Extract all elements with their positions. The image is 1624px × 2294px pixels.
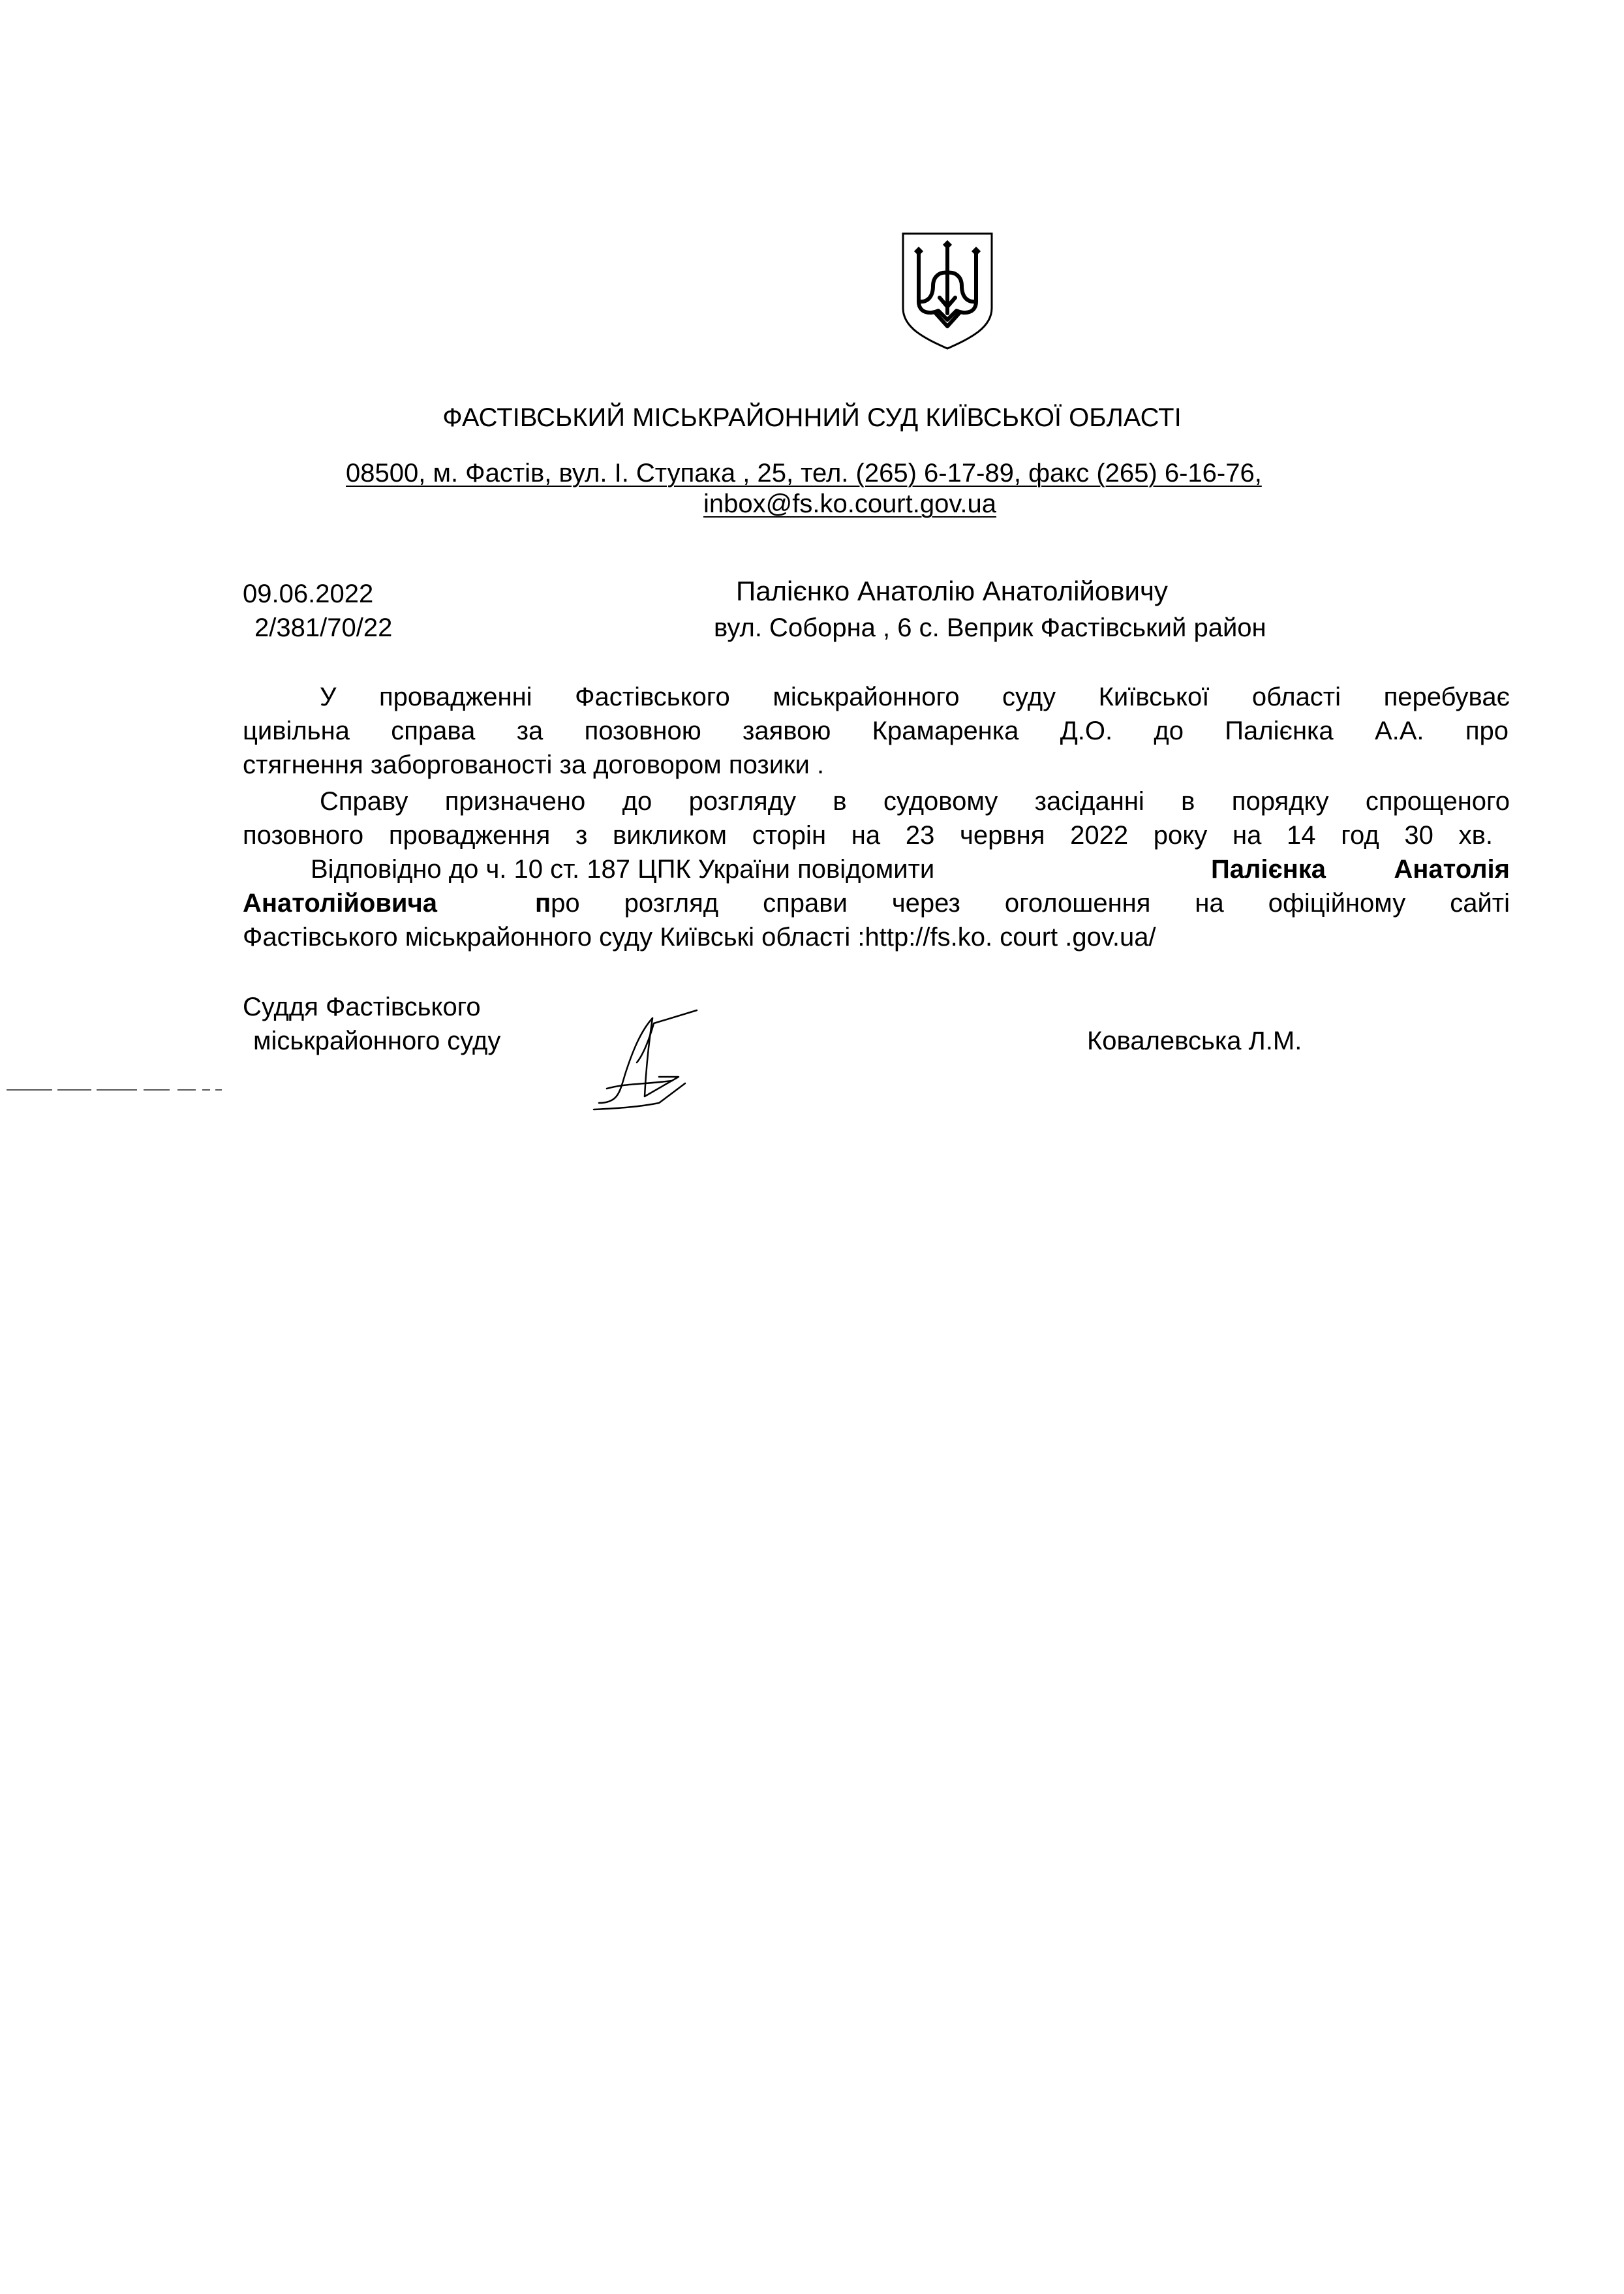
recipient-address: вул. Соборна , 6 с. Веприк Фастівський район — [714, 613, 1266, 642]
ukraine-trident-icon — [899, 230, 996, 351]
handwritten-signature — [581, 1005, 718, 1116]
paragraph-1-line-2: цивільна справа за позовною заявою Крамаренка Д.О. до Палієнка А.А. про — [243, 717, 1509, 745]
reference-number: 2/381/70/22 — [254, 613, 393, 642]
judge-title-line-2: міськрайонного суду — [253, 1027, 501, 1055]
paragraph-3-bold-letter: п — [535, 889, 551, 918]
paragraph-3-line-1: Відповідно до ч. 10 ст. 187 ЦПК України повідомити — [311, 855, 935, 884]
document-date: 09.06.2022 — [243, 580, 374, 608]
scan-artifact-line — [7, 1087, 222, 1093]
paragraph-2-line-2: позовного провадження з викликом сторін на 23 червня 2022 року на 14 год 30 хв. — [243, 821, 1493, 850]
paragraph-1-line-3: стягнення заборгованості за договором позики . — [243, 751, 825, 779]
judge-name: Ковалевська Л.М. — [1087, 1027, 1302, 1055]
court-email: inbox@fs.ko.court.gov.ua — [703, 489, 996, 518]
paragraph-1-line-1: У провадженні Фастівського міськрайонного суду Київської області перебуває — [320, 683, 1510, 711]
paragraph-3-line-2-text: ро розгляд справи через оголошення на офіційному сайті — [551, 889, 1510, 918]
court-address-line1: 08500, м. Фастів, вул. І. Ступака , 25, тел. (265) 6-17-89, факс (265) 6-16-76, — [346, 459, 1262, 488]
defendant-name-part-1: Палієнка Анатолія — [1211, 855, 1510, 884]
paragraph-3-line-3: Фастівського міськрайонного суду Київські області :http://fs.ko. court .gov.ua/ — [243, 923, 1156, 952]
court-name: ФАСТІВСЬКИЙ МІСЬКРАЙОННИЙ СУД КИЇВСЬКОЇ ОБЛАСТІ — [442, 403, 1182, 432]
judge-title-line-1: Суддя Фастівського — [243, 993, 481, 1021]
paragraph-2-line-1: Справу призначено до розгляду в судовому засіданні в порядку спрощеного — [320, 787, 1510, 816]
paragraph-3-line-2 — [535, 888, 1510, 918]
defendant-name-part-2: Анатолійовича — [243, 889, 437, 918]
recipient-name: Палієнко Анатолію Анатолійовичу — [736, 576, 1168, 606]
